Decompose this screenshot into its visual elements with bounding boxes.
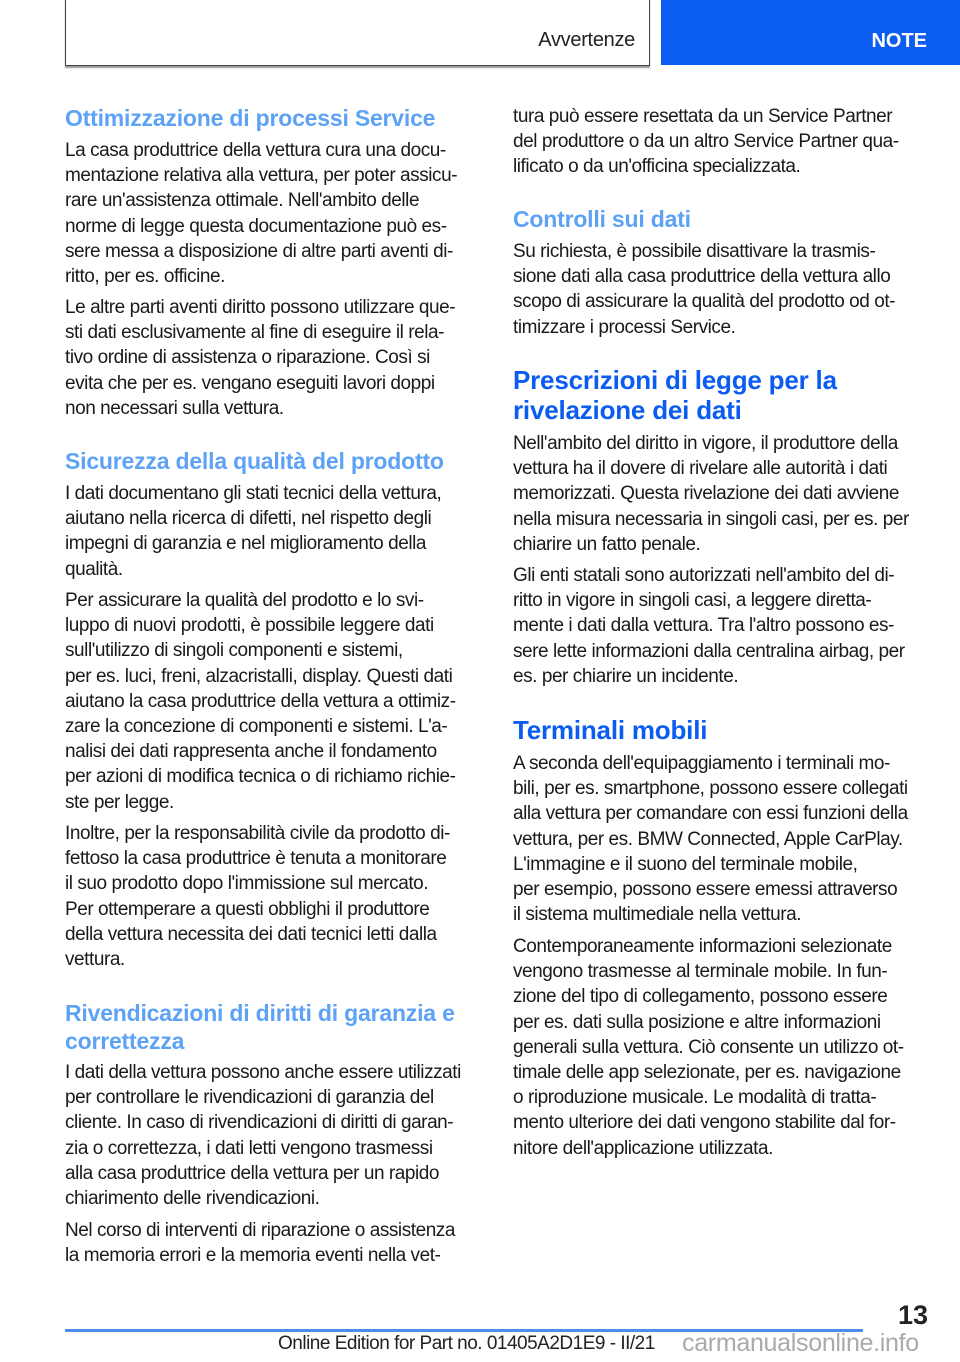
text-line: Le altre parti aventi diritto possono utilizzare que-	[65, 297, 456, 318]
text-line: o riproduzione musicale. Le modalità di tratta-	[513, 1087, 877, 1109]
text-line: non necessari sulla vettura.	[65, 397, 284, 419]
text-line: Gli enti statali sono autorizzati nell'ambito del di-	[513, 565, 895, 586]
paragraph	[65, 138, 495, 289]
heading-line: Prescrizioni di legge per la	[513, 365, 837, 395]
text-line: per esempio, possono essere emessi attraverso	[513, 879, 898, 901]
text-line: zia o correttezza, i dati letti vengono trasmessi	[65, 1137, 433, 1159]
text-line: tura può essere resettata da un Service Partner	[513, 106, 893, 127]
text-line: Per ottemperare a questi obblighi il produttore	[65, 898, 430, 920]
text-line: mento ulteriore dei dati vengono stabilite dal for-	[513, 1112, 896, 1134]
text-line: nalisi dei dati rappresenta anche il fondamento	[65, 741, 437, 763]
text-line: alla vettura per comandare con essi funzioni della	[513, 803, 908, 825]
paragraph	[513, 563, 943, 689]
paragraph	[513, 751, 943, 927]
text-line: memorizzati. Questa rivelazione dei dati avviene	[513, 483, 900, 505]
text-line: aiutano la casa produttrice della vettura a ottimiz-	[65, 690, 456, 712]
text-line: chiarimento delle rivendicazioni.	[65, 1188, 320, 1210]
text-line: del produttore o da un altro Service Partner qua-	[513, 131, 899, 153]
text-line: per es. luci, freni, alzacristalli, display. Questi dati	[65, 665, 453, 687]
heading-controlli: Controlli sui dati	[513, 206, 691, 232]
paragraph	[513, 934, 943, 1161]
text-line: per es. dati sulla posizione e altre informazioni	[513, 1011, 881, 1033]
text-line: lificato o da un'officina specializzata.	[513, 156, 801, 178]
paragraph	[65, 1060, 495, 1211]
text-line: mentazione relativa alla vettura, per poter assicu-	[65, 165, 458, 187]
watermark: carmanualsonline.info	[682, 1329, 919, 1357]
text-line: ritto, per es. officine.	[65, 266, 225, 288]
text-line: generali sulla vettura. Ciò consente un utilizzo ot-	[513, 1036, 904, 1058]
heading-ottimizzazione: Ottimizzazione di processi Service	[65, 105, 436, 131]
text-line: impegni di garanzia e nel miglioramento della	[65, 533, 427, 555]
text-line: evita che per es. vengano eseguiti lavori doppi	[65, 372, 435, 394]
edition-info: Online Edition for Part no. 01405A2D1E9 - II/21	[278, 1333, 655, 1354]
text-line: la memoria errori e la memoria eventi nella vet-	[65, 1245, 441, 1267]
text-line: vettura, per es. BMW Connected, Apple CarPlay.	[513, 828, 903, 850]
heading-sicurezza: Sicurezza della qualità del prodotto	[65, 448, 444, 474]
text-line: per azioni di modifica tecnica o di richiamo richie-	[65, 766, 456, 788]
paragraph	[513, 431, 943, 557]
text-line: scopo di assicurare la qualità del prodotto od ot-	[513, 291, 896, 313]
text-line: vengono trasmesse al terminale mobile. In fun-	[513, 961, 888, 983]
text-line: ritto in vigore in singoli casi, a leggere diretta-	[513, 590, 872, 612]
text-line: chiarire un fatto penale.	[513, 533, 701, 555]
text-line: Nell'ambito del diritto in vigore, il produttore della	[513, 433, 898, 454]
text-line: ste per legge.	[65, 791, 174, 813]
text-line: timizzare i processi Service.	[513, 316, 736, 338]
text-line: I dati della vettura possono anche essere utilizzati	[65, 1062, 461, 1083]
tab-note-label: NOTE	[871, 30, 927, 52]
text-line: Inoltre, per la responsabilità civile da prodotto di-	[65, 823, 450, 844]
text-line: vettura ha il dovere di rivelare alle autorità i dati	[513, 458, 888, 480]
paragraph	[513, 104, 943, 180]
text-line: bili, per es. smartphone, possono essere collegati	[513, 778, 908, 800]
text-line: I dati documentano gli stati tecnici della vettura,	[65, 483, 442, 504]
text-line: zare la concezione di componenti e sistemi. L'a-	[65, 716, 448, 738]
text-line: nella misura necessaria in singoli casi, per es. per	[513, 508, 909, 530]
text-line: tivo ordine di assistenza o riparazione. Così si	[65, 347, 430, 369]
heading-terminali: Terminali mobili	[513, 715, 708, 745]
paragraph	[65, 295, 495, 421]
text-line: mente i dati dalla vettura. Tra l'altro possono es-	[513, 615, 894, 637]
text-line: vettura.	[65, 949, 125, 971]
text-line: Nel corso di interventi di riparazione o assistenza	[65, 1220, 455, 1241]
text-line: Per assicurare la qualità del prodotto e lo svi-	[65, 590, 424, 611]
text-line: sull'utilizzo di singoli componenti e sistemi,	[65, 640, 403, 662]
text-line: luppo di nuovi prodotti, è possibile leggere dati	[65, 615, 434, 637]
heading-line: Rivendicazioni di diritti di garanzia e	[65, 1000, 455, 1026]
paragraph	[65, 821, 495, 972]
text-line: norme di legge questa documentazione può es-	[65, 215, 447, 237]
heading-line: rivelazione dei dati	[513, 395, 742, 425]
text-line: La casa produttrice della vettura cura una docu-	[65, 140, 446, 161]
paragraph	[65, 588, 495, 815]
paragraph	[65, 481, 495, 582]
text-line: nitore dell'applicazione utilizzata.	[513, 1137, 773, 1159]
text-line: Su richiesta, è possibile disattivare la trasmis-	[513, 241, 876, 262]
text-line: Contemporaneamente informazioni selezionate	[513, 936, 892, 957]
text-line: rare un'assistenza ottimale. Nell'ambito delle	[65, 190, 420, 212]
heading-prescrizioni	[513, 365, 943, 425]
text-line: qualità.	[65, 558, 123, 580]
text-line: cliente. In caso di rivendicazioni di diritti di garan-	[65, 1112, 454, 1134]
text-line: sione dati alla casa produttrice della vettura allo	[513, 266, 891, 288]
text-line: per controllare le rivendicazioni di garanzia del	[65, 1087, 434, 1109]
paragraph	[65, 1218, 495, 1268]
text-line: sere messa a disposizione di altre parti aventi di-	[65, 240, 453, 262]
text-line: zione del tipo di collegamento, possono essere	[513, 986, 888, 1008]
text-line: il suo prodotto dopo l'immissione sul mercato.	[65, 873, 429, 895]
text-line: sti dati esclusivamente al fine di eseguire il rela-	[65, 322, 444, 344]
text-line: fettoso la casa produttrice è tenuta a monitorare	[65, 848, 447, 870]
text-line: sere lette informazioni dalla centralina airbag, per	[513, 640, 905, 662]
text-line: aiutano nella ricerca di difetti, nel rispetto degli	[65, 508, 432, 530]
text-line: il sistema multimediale nella vettura.	[513, 904, 802, 926]
text-line: della vettura necessita dei dati tecnici letti dalla	[65, 923, 437, 945]
heading-rivendicazioni	[65, 999, 495, 1055]
text-line: es. per chiarire un incidente.	[513, 665, 739, 687]
section-title: Avvertenze	[538, 29, 635, 51]
text-line: A seconda dell'equipaggiamento i terminali mo-	[513, 753, 890, 774]
tab-note[interactable]	[661, 0, 960, 65]
paragraph	[513, 239, 943, 340]
text-line: timale delle app selezionate, per es. navigazione	[513, 1062, 901, 1084]
heading-line: correttezza	[65, 1028, 185, 1054]
text-line: L'immagine e il suono del terminale mobile,	[513, 853, 858, 875]
page-number: 13	[897, 1300, 928, 1330]
text-line: alla casa produttrice della vettura per un rapido	[65, 1162, 440, 1184]
